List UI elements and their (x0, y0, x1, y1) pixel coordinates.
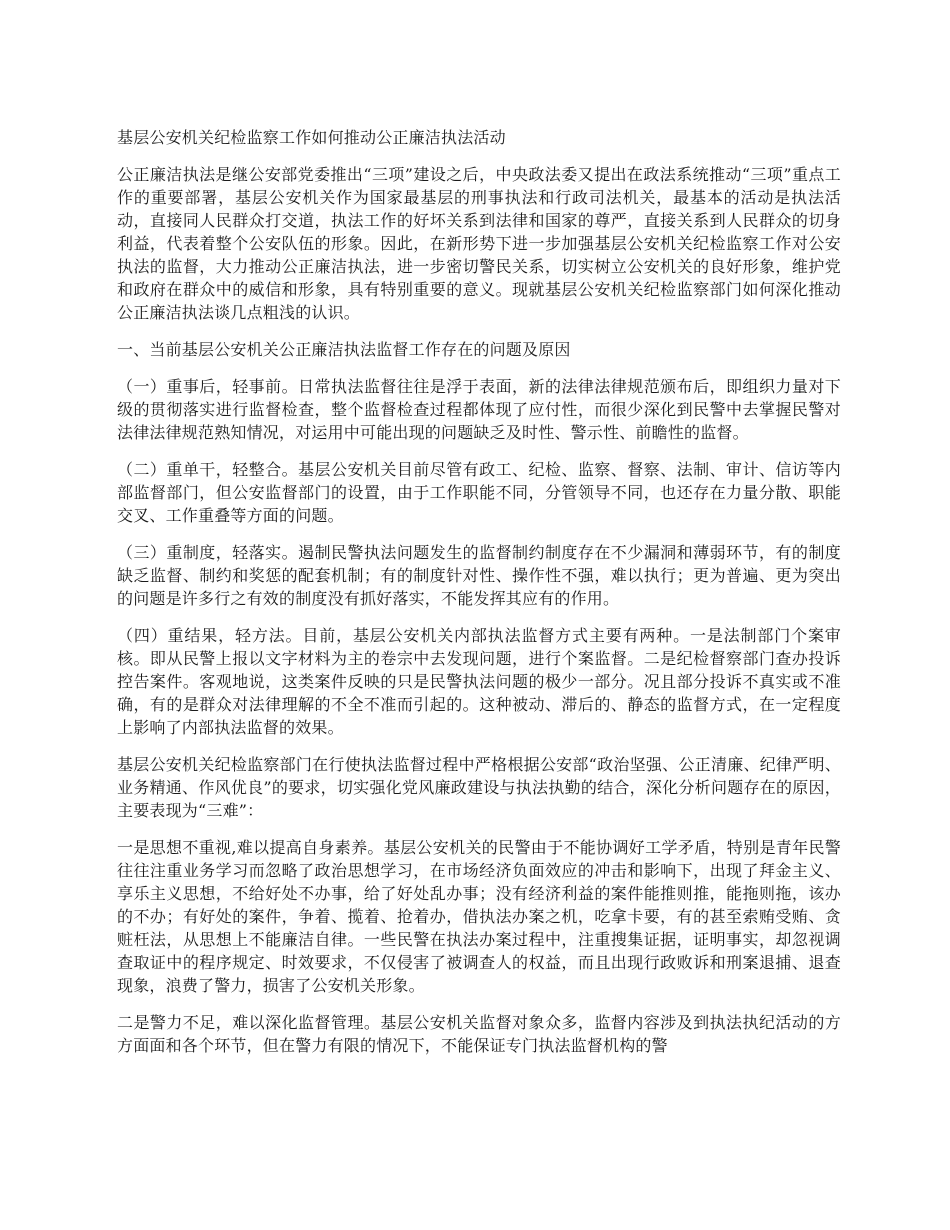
problem-3-paragraph: （三）重制度，轻落实。遏制民警执法问题发生的监督制约制度存在不少漏洞和薄弱环节，有的制度缺乏监督、制约和奖惩的配套机制；有的制度针对性、操作性不强，难以执行；更为普遍、更为突出的问题是许多行之有效的制度没有抓好落实，不能发挥其应有的作用。 (117, 543, 841, 608)
problem-1-paragraph: （一）重事后，轻事前。日常执法监督往往是浮于表面，新的法律法律规范颁布后，即组织力量对下级的贯彻落实进行监督检查，整个监督检查过程都体现了应付性，而很少深化到民警中去掌握民警对法律法律规范熟知情况，对运用中可能出现的问题缺乏及时性、警示性、前瞻性的监督。 (117, 377, 841, 442)
document-title: 基层公安机关纪检监察工作如何推动公正廉洁执法活动 (117, 128, 506, 147)
problem-4-paragraph: （四）重结果，轻方法。目前，基层公安机关内部执法监督方式主要有两种。一是法制部门个案审核。即从民警上报以文字材料为主的卷宗中去发现问题，进行个案监督。二是纪检督察部门查办投诉控告案件。客观地说，这类案件反映的只是民警执法问题的极少一部分。况且部分投诉不真实或不准确，有的是群众对法律理解的不全不准而引起的。这种被动、滞后的、静态的监督方式，在一定程度上影响了内部执法监督的效果。 (117, 626, 841, 737)
cause-2-paragraph: 二是警力不足，难以深化监督管理。基层公安机关监督对象众多，监督内容涉及到执法执纪活动的方方面面和各个环节，但在警力有限的情况下，不能保证专门执法监督机构的警 (117, 1013, 841, 1055)
causes-intro-paragraph: 基层公安机关纪检监察部门在行使执法监督过程中严格根据公安部“政治坚强、公正清廉、纪律严明、业务精通、作风优良”的要求，切实强化党风廉政建设与执法执勤的结合，深化分析问题存在的原因，主要表现为“三难”： (117, 755, 841, 820)
cause-1-paragraph: 一是思想不重视,难以提高自身素养。基层公安机关的民警由于不能协调好工学矛盾，特别是青年民警往往注重业务学习而忽略了政治思想学习，在市场经济负面效应的冲击和影响下，出现了拜金主义、享乐主义思想，不给好处不办事，给了好处乱办事；没有经济利益的案件能推则推，能拖则拖，该办的不办；有好处的案件，争着、揽着、抢着办，借执法办案之机，吃拿卡要，有的甚至索贿受贿、贪赃枉法，从思想上不能廉洁自律。一些民警在执法办案过程中，注重搜集证据，证明事实，却忽视调查取证中的程序规定、时效要求，不仅侵害了被调查人的权益，而且出现行政败诉和刑案退捕、退查现象，浪费了警力，损害了公安机关形象。 (117, 838, 841, 995)
section-heading: 一、当前基层公安机关公正廉洁执法监督工作存在的问题及原因 (117, 340, 571, 359)
document-page (117, 126, 841, 1071)
problem-2-paragraph: （二）重单干，轻整合。基层公安机关目前尽管有政工、纪检、监察、督察、法制、审计、信访等内部监督部门，但公安监督部门的设置，由于工作职能不同，分管领导不同，也还存在力量分散、职能交叉、工作重叠等方面的问题。 (117, 460, 841, 525)
intro-paragraph: 公正廉洁执法是继公安部党委推出“三项”建设之后，中央政法委又提出在政法系统推动“三项”重点工作的重要部署，基层公安机关作为国家最基层的刑事执法和行政司法机关，最基本的活动是执法活动，直接同人民群众打交道，执法工作的好坏关系到法律和国家的尊严，直接关系到人民群众的切身利益，代表着整个公安队伍的形象。因此，在新形势下进一步加强基层公安机关纪检监察工作对公安执法的监督，大力推动公正廉洁执法，进一步密切警民关系，切实树立公安机关的良好形象，维护党和政府在群众中的威信和形象，具有特别重要的意义。现就基层公安机关纪检监察部门如何深化推动公正廉洁执法谈几点粗浅的认识。 (117, 165, 841, 322)
